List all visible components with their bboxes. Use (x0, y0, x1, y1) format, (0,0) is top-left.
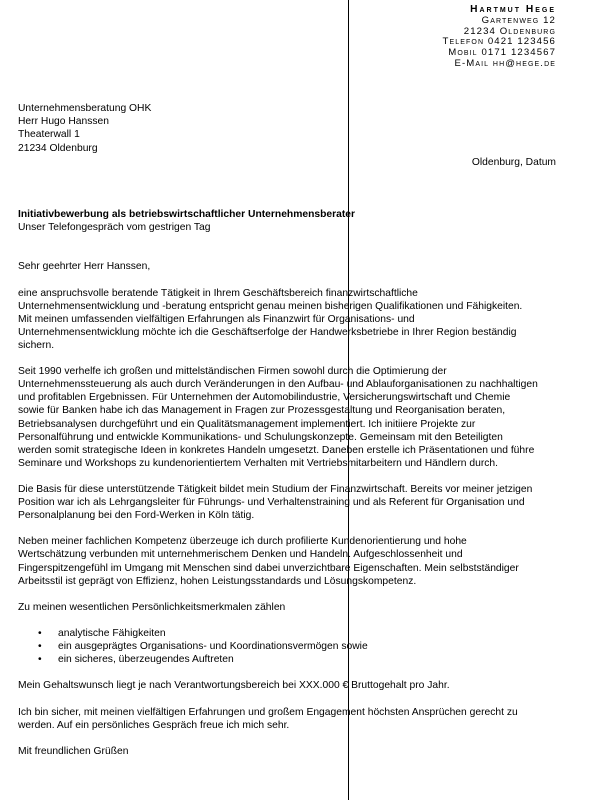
paragraph-closing-statement: Ich bin sicher, mit meinen vielfältigen Erfahrungen und großem Engagement höchsten Ansprüchen gerecht zu werden. Auf ein persönliches Gespräch freue ich mich sehr. (18, 706, 518, 731)
closing-greeting: Mit freundlichen Grüßen (18, 745, 129, 757)
sender-city: 21234 Oldenburg (463, 25, 556, 37)
list-item (18, 627, 538, 640)
subject-title: Initiativbewerbung als betriebswirtschaftlicher Unternehmensberater (18, 209, 356, 220)
bullet-icon: • (38, 628, 42, 639)
list-item (18, 653, 538, 666)
salutation: Sehr geehrter Herr Hanssen, (18, 261, 151, 273)
paragraph-traits-intro: Zu meinen wesentlichen Persönlichkeitsmerkmalen zählen (18, 601, 286, 613)
paragraph-competence: Neben meiner fachlichen Kompetenz überzeuge ich durch profilierte Kundenorientierung und hohe Wertschätzung verbunden mit unternehmerischem Denken und Handeln. Aufgeschlossenheit und Fingerspitzengefühl im Umgang mit Menschen sind dabei unverzichtbare Eigenschaften. Mein selbstständiger Arbeitsstil ist geprägt von Effizienz, hohen Leistungsstandards und Lösungskompetenz. (18, 536, 519, 587)
sender-street: Gartenweg 12 (481, 14, 556, 26)
traits-list (18, 627, 538, 666)
paragraph-salary: Mein Gehaltswunsch liegt je nach Verantwortungsbereich bei XXX.000 € Bruttogehalt pro Jahr. (18, 680, 450, 692)
trait-text: analytische Fähigkeiten (58, 628, 166, 639)
place-date: Oldenburg, Datum (471, 157, 556, 168)
sender-name: Hartmut Hege (470, 4, 556, 15)
sender-phone: Telefon 0421 123456 (442, 36, 556, 48)
sender-email: E-Mail hh@hege.de (454, 57, 556, 69)
sender-block (443, 5, 556, 70)
letter-body (18, 208, 538, 758)
paragraph-intro: eine anspruchsvolle beratende Tätigkeit in Ihrem Geschäftsbereich finanzwirtschaftliche Unternehmensentwicklung und -beratung entspricht genau meinen bisherigen Qualifikationen und Fähigkeiten. Mit meinen umfassenden vielfältigen Erfahrungen als Finanzwirt für Organisations- und Unternehmensentwicklung möchte ich die Geschäftserfolge der Handwerksbetriebe in Ihrer Region beständig sichern. (18, 287, 523, 351)
recipient-city: 21234 Oldenburg (18, 142, 98, 154)
bullet-icon: • (38, 641, 42, 653)
recipient-block (18, 102, 151, 155)
bullet-icon: • (38, 654, 42, 666)
recipient-person: Herr Hugo Hanssen (18, 116, 109, 128)
recipient-company: Unternehmensberatung OHK (18, 103, 152, 114)
trait-text: ein ausgeprägtes Organisations- und Koordinationsvermögen sowie (58, 641, 368, 653)
list-item (18, 640, 538, 653)
recipient-street: Theaterwall 1 (18, 129, 80, 141)
paragraph-education: Die Basis für diese unterstützende Tätigkeit bildet mein Studium der Finanzwirtschaft. Bereits vor meiner jetzigen Position war ich als Lehrgangsleiter für Führungs- und Verhaltenstraining und als Referent für Organisation und Personalplanung bei den Ford-Werken in Köln tätig. (18, 483, 533, 522)
subject-reference: Unser Telefongespräch vom gestrigen Tag (18, 222, 211, 234)
paragraph-experience: Seit 1990 verhelfe ich großen und mittelständischen Firmen sowohl durch die Optimierung der Unternehmenssteuerung als auch durch Veränderungen in den Aufbau- und Ablauforganisationen zu nachhaltigen und profitablen Ergebnissen. Für Unternehmen der Automobilindustrie, Versicherungswirtschaft und Chemie sowie für Banken habe ich das Management in Fragen zur Prozessgestaltung und Reorganisation beraten, Betriebsanalysen durchgeführt und ein Qualitätsmanagement implementiert. Ich initiiere Projekte zur Personalführung und entwickle Kommunikations- und Schulungskonzepte. Gemeinsam mit den Beteiligten werden somit strategische Ideen in konkretes Handeln umgesetzt. Daneben erstelle ich Präsentationen und führe Seminare und Workshops zu kundenorientiertem Verhalten mit Vertriebsmitarbeitern und Händlern durch. (18, 366, 538, 469)
sender-mobile: Mobil 0171 1234567 (448, 47, 556, 59)
trait-text: ein sicheres, überzeugendes Auftreten (58, 654, 234, 666)
